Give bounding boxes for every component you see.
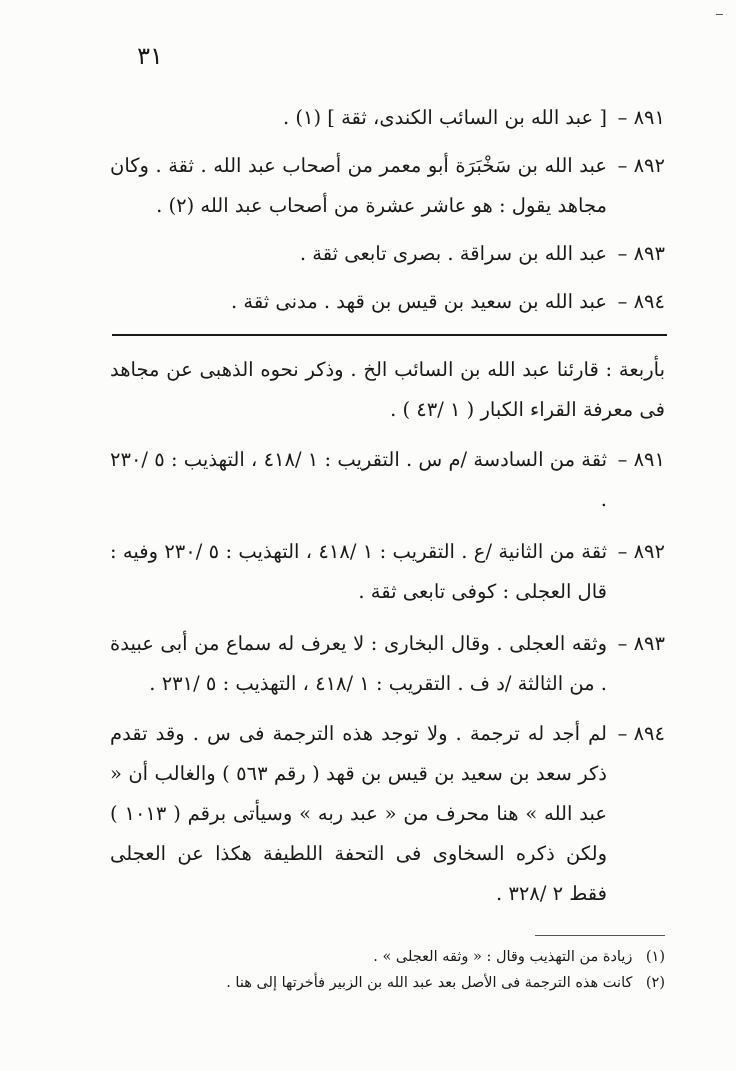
footnote-text: زيادة من التهذيب وقال : « وثقه العجلى » . [373,949,633,965]
note-892 [110,532,665,612]
footnote-2 [110,970,665,996]
entry-894 [110,282,665,322]
note-891 [110,440,665,520]
entry-text: عبد الله بن سراقة . بصرى تابعى ثقة . [299,242,607,265]
note-number: ٨٩٣ – [617,632,665,655]
entry-891 [110,98,665,138]
notes-section [110,350,665,926]
entry-number: ٨٩٢ – [617,154,665,177]
edge-mark [716,14,723,15]
note-text: لم أجد له ترجمة . ولا توجد هذه الترجمة فى س . وقد تقدم ذكر سعد بن سعيد بن قيس بن قهد ( رقم ٥٦٣ ) والغالب أن « عبد الله » هنا محرف من « عبد ربه » وسيأتى برقم ( ١٠١٣ ) ولكن ذكره السخاوى فى التحفة اللطيفة هكذا عن العجلى فقط ٢ /٣٢٨ . [110,722,607,905]
entry-892 [110,146,665,226]
footnote-number: (٢) [645,975,665,991]
footnote-divider [535,935,665,936]
entry-text: عبد الله بن سعيد بن قيس بن قهد . مدنى ثقة . [230,290,607,313]
note-number: ٨٩١ – [617,448,665,471]
entry-893 [110,234,665,274]
entry-text: [ عبد الله بن السائب الكندى، ثقة ] (١) . [282,106,607,129]
page-number: ٣١ [137,42,163,70]
section-divider [112,334,667,336]
entry-number: ٨٩٣ – [617,242,665,265]
footnotes [110,944,665,996]
note-894 [110,714,665,914]
footnote-1 [110,944,665,970]
note-number: ٨٩٤ – [617,722,665,745]
note-text: وثقه العجلى . وقال البخارى : لا يعرف له سماع من أبى عبيدة . من الثالثة /د ف . التقريب : ١ /٤١٨ ، التهذيب : ٥ /٢٣١ . [110,632,607,695]
footnote-number: (١) [645,949,665,965]
entry-number: ٨٩١ – [617,106,665,129]
main-entries [110,98,665,330]
entry-number: ٨٩٤ – [617,290,665,313]
footnote-text: كانت هذه الترجمة فى الأصل بعد عبد الله بن الزبير فأخرتها إلى هنا . [226,975,633,991]
note-893 [110,624,665,704]
note-text: ثقة من السادسة /م س . التقريب : ١ /٤١٨ ، التهذيب : ٥ /٢٣٠ . [110,448,607,511]
note-number: ٨٩٢ – [617,540,665,563]
note-text: ثقة من الثانية /ع . التقريب : ١ /٤١٨ ، التهذيب : ٥ /٢٣٠ وفيه : قال العجلى : كوفى تابعى ثقة . [110,540,608,603]
notes-continuation: بأربعة : قارئنا عبد الله بن السائب الخ . وذكر نحوه الذهبى عن مجاهد فى معرفة القراء الكبار ( ١ /٤٣ ) . [110,358,665,421]
entry-text: عبد الله بن سَخْبَرَة أبو معمر من أصحاب عبد الله . ثقة . وكان مجاهد يقول : هو عاشر عشرة من أصحاب عبد الله (٢) . [110,154,607,217]
